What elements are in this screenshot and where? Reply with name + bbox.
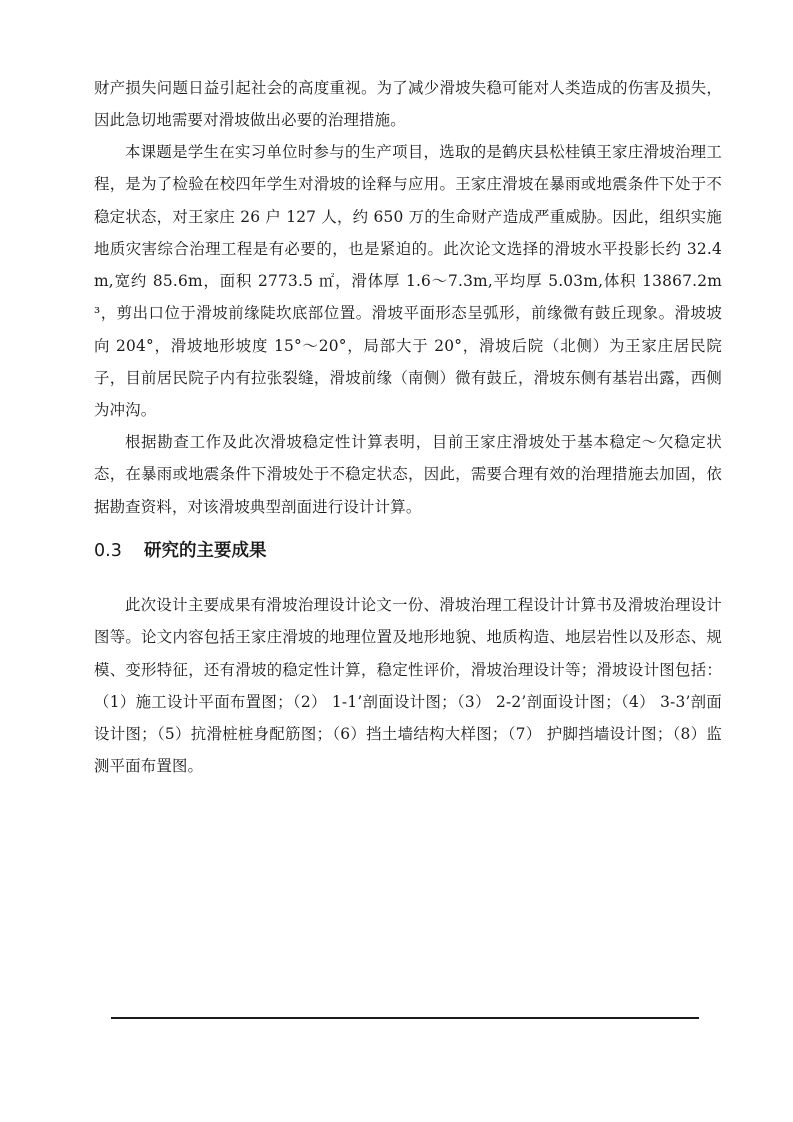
- paragraph-project-background: 本课题是学生在实习单位时参与的生产项目，选取的是鹤庆县松桂镇王家庄滑坡治理工程，是为了检验在校四年学生对滑坡的诠释与应用。王家庄滑坡在暴雨或地震条件下处于不稳定状态，对王家庄 26 户 127 人，约 650 万的生命财产造成严重威胁。因此，组织实施地质灾害综合治理工程是有必要的，也是紧迫的。此次论文选择的滑坡水平投影长约 32.4m,宽约 85.6m，面积 2773.5 ㎡，滑体厚 1.6～7.3m,平均厚 5.03m,体积 13867.2m³，剪出口位于滑坡前缘陡坎底部位置。滑坡平面形态呈弧形，前缘微有鼓丘现象。滑坡坡向 204°，滑坡地形坡度 15°～20°，局部大于 20°，滑坡后院（北侧）为王家庄居民院子，目前居民院子内有拉张裂缝，滑坡前缘（南侧）微有鼓丘，滑坡东侧有基岩出露，西侧为冲沟。: [94, 143, 722, 420]
- paragraph-stability-summary: 根据勘查工作及此次滑坡稳定性计算表明，目前王家庄滑坡处于基本稳定～欠稳定状态，在暴雨或地震条件下滑坡处于不稳定状态，因此，需要合理有效的治理措施去加固，依据勘查资料，对该滑坡典型剖面进行设计计算。: [94, 433, 722, 516]
- section-number: 0.3: [94, 541, 122, 561]
- paragraph-main-results: 此次设计主要成果有滑坡治理设计论文一份、滑坡治理工程设计计算书及滑坡治理设计图等。论文内容包括王家庄滑坡的地理位置及地形地貌、地质构造、地层岩性以及形态、规模、变形特征，还有滑坡的稳定性计算，稳定性评价，滑坡治理设计等；滑坡设计图包括：（1）施工设计平面布置图；（2） 1-1’剖面设计图；（3） 2-2’剖面设计图；（4） 3-3’剖面设计图；（5）抗滑桩桩身配筋图；（6）挡土墙结构大样图；（7） 护脚挡墙设计图；（8）监测平面布置图。: [94, 596, 722, 776]
- section-title: 研究的主要成果: [144, 541, 267, 561]
- footer-divider: [111, 1017, 699, 1019]
- paragraph-continuation: 财产损失问题日益引起社会的高度重视。为了减少滑坡失稳可能对人类造成的伤害及损失，因此急切地需要对滑坡做出必要的治理措施。: [94, 79, 722, 130]
- section-heading: [94, 537, 267, 565]
